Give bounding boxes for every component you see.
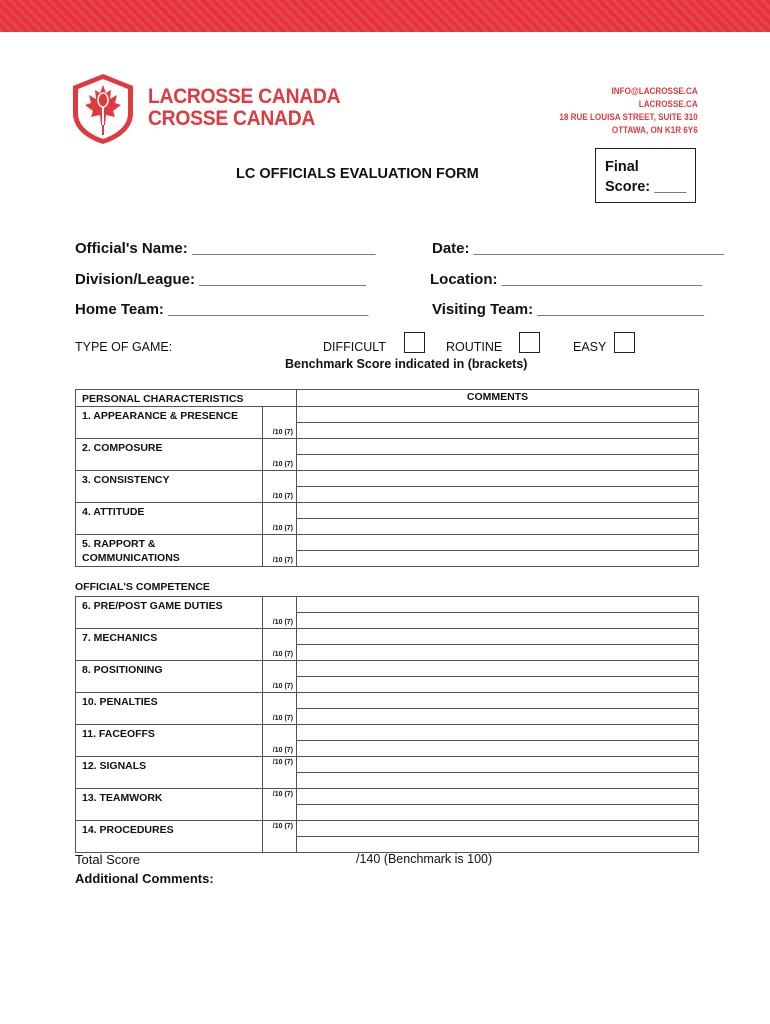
item-label: 11. FACEOFFS	[76, 725, 263, 757]
comment-line[interactable]	[297, 455, 699, 471]
type-of-game-label: TYPE OF GAME:	[75, 340, 173, 354]
division-league-field[interactable]: Division/League: ____________________	[75, 271, 367, 288]
top-banner	[0, 0, 770, 32]
comments-header: COMMENTS	[297, 390, 699, 407]
final-score-value: Score: ____	[605, 179, 687, 195]
personal-characteristics-table	[75, 389, 699, 567]
item-score[interactable]: /10 (7)	[263, 503, 297, 535]
comment-line[interactable]	[297, 789, 699, 805]
table-row	[76, 821, 699, 837]
comment-line[interactable]	[297, 709, 699, 725]
item-label: 13. TEAMWORK	[76, 789, 263, 821]
item-score[interactable]: /10 (7)	[263, 661, 297, 693]
table-row	[76, 535, 699, 551]
item-score[interactable]: /10 (7)	[263, 693, 297, 725]
comment-line[interactable]	[297, 407, 699, 423]
personal-header: PERSONAL CHARACTERISTICS	[76, 390, 297, 407]
table-row	[76, 629, 699, 645]
comment-line[interactable]	[297, 805, 699, 821]
item-label: 7. MECHANICS	[76, 629, 263, 661]
table-row	[76, 471, 699, 487]
contact-street: 18 RUE LOUISA STREET, SUITE 310	[559, 112, 698, 122]
benchmark-note: Benchmark Score indicated in (brackets)	[285, 357, 528, 371]
item-score[interactable]: /10 (7)	[263, 789, 297, 821]
item-label: 1. APPEARANCE & PRESENCE	[76, 407, 263, 439]
officials-name-field[interactable]: Official's Name: ______________________	[75, 240, 376, 257]
table-row	[76, 693, 699, 709]
comment-line[interactable]	[297, 693, 699, 709]
comment-line[interactable]	[297, 661, 699, 677]
table-row	[76, 597, 699, 613]
item-score[interactable]: /10 (7)	[263, 725, 297, 757]
competence-table	[75, 596, 699, 853]
comment-line[interactable]	[297, 821, 699, 837]
comment-line[interactable]	[297, 629, 699, 645]
comment-line[interactable]	[297, 597, 699, 613]
item-score[interactable]: /10 (7)	[263, 535, 297, 567]
item-score[interactable]: /10 (7)	[263, 407, 297, 439]
option-routine-label: ROUTINE	[446, 340, 503, 354]
comment-line[interactable]	[297, 503, 699, 519]
comment-line[interactable]	[297, 551, 699, 567]
item-label: 4. ATTITUDE	[76, 503, 263, 535]
comment-line[interactable]	[297, 677, 699, 693]
item-label: 10. PENALTIES	[76, 693, 263, 725]
contact-email: INFO@LACROSSE.CA	[611, 86, 698, 96]
table-row	[76, 407, 699, 423]
table-row	[76, 503, 699, 519]
item-label: 6. PRE/POST GAME DUTIES	[76, 597, 263, 629]
comment-line[interactable]	[297, 613, 699, 629]
table-row	[76, 789, 699, 805]
form-title: LC OFFICIALS EVALUATION FORM	[236, 166, 479, 182]
total-score-label: Total Score	[75, 852, 141, 867]
item-label: 12. SIGNALS	[76, 757, 263, 789]
total-score-value[interactable]: /140 (Benchmark is 100)	[356, 852, 493, 866]
brand-line-1: LACROSSE CANADA	[148, 85, 341, 108]
easy-checkbox[interactable]	[614, 332, 635, 353]
comment-line[interactable]	[297, 423, 699, 439]
comment-line[interactable]	[297, 725, 699, 741]
item-score[interactable]: /10 (7)	[263, 821, 297, 853]
comment-line[interactable]	[297, 773, 699, 789]
item-label: 3. CONSISTENCY	[76, 471, 263, 503]
routine-checkbox[interactable]	[519, 332, 540, 353]
additional-comments-label: Additional Comments:	[75, 871, 214, 886]
item-score[interactable]: /10 (7)	[263, 757, 297, 789]
item-score[interactable]: /10 (7)	[263, 471, 297, 503]
comment-line[interactable]	[297, 535, 699, 551]
comment-line[interactable]	[297, 471, 699, 487]
table-row	[76, 439, 699, 455]
comment-line[interactable]	[297, 757, 699, 773]
comment-line[interactable]	[297, 439, 699, 455]
brand-line-2: CROSSE CANADA	[148, 107, 316, 130]
maple-leaf-lacrosse-stick-icon	[72, 73, 134, 145]
comment-line[interactable]	[297, 645, 699, 661]
home-team-field[interactable]: Home Team: ________________________	[75, 301, 369, 318]
option-difficult-label: DIFFICULT	[323, 340, 386, 354]
item-score[interactable]: /10 (7)	[263, 629, 297, 661]
final-score-box[interactable]	[595, 148, 696, 203]
competence-header: OFFICIAL'S COMPETENCE	[75, 581, 210, 593]
item-label: 8. POSITIONING	[76, 661, 263, 693]
item-label: 2. COMPOSURE	[76, 439, 263, 471]
brand-name	[148, 86, 340, 130]
contact-website: LACROSSE.CA	[639, 99, 698, 109]
contact-city: OTTAWA, ON K1R 6Y6	[612, 125, 698, 135]
contact-block	[560, 85, 698, 137]
comment-line[interactable]	[297, 519, 699, 535]
location-field[interactable]: Location: ________________________	[430, 271, 702, 288]
final-score-label: Final	[605, 159, 639, 175]
item-label: 5. RAPPORT & COMMUNICATIONS	[76, 535, 263, 567]
comment-line[interactable]	[297, 741, 699, 757]
option-easy-label: EASY	[573, 340, 607, 354]
table-row	[76, 661, 699, 677]
item-score[interactable]: /10 (7)	[263, 597, 297, 629]
comment-line[interactable]	[297, 487, 699, 503]
visiting-team-field[interactable]: Visiting Team: ____________________	[432, 301, 705, 318]
difficult-checkbox[interactable]	[404, 332, 425, 353]
table-row	[76, 725, 699, 741]
date-field[interactable]: Date: ______________________________	[432, 240, 724, 257]
item-label: 14. PROCEDURES	[76, 821, 263, 853]
item-score[interactable]: /10 (7)	[263, 439, 297, 471]
table-row	[76, 757, 699, 773]
comment-line[interactable]	[297, 837, 699, 853]
